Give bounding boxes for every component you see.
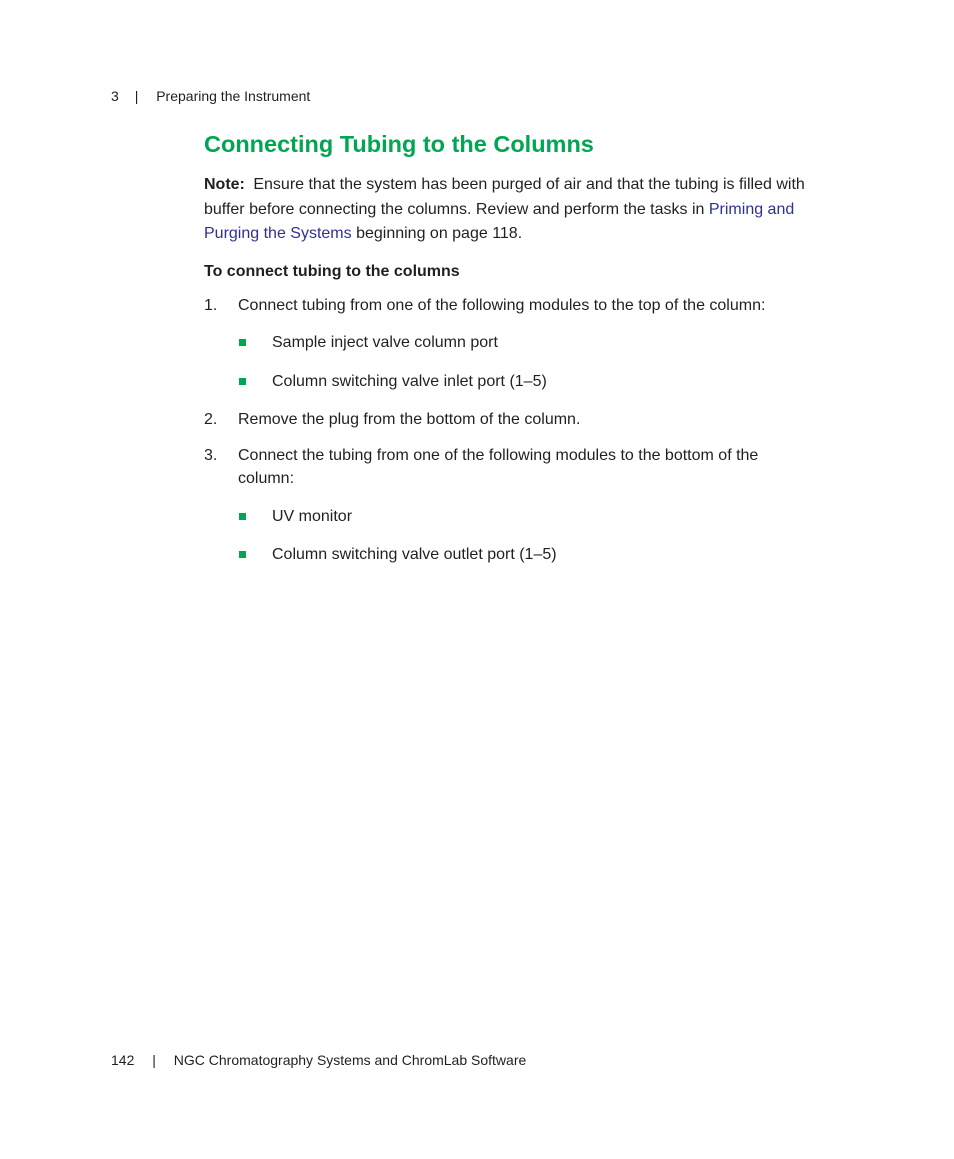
page-content (204, 128, 824, 582)
priming-purging-link[interactable]: Priming and Purging the Systems (204, 200, 795, 242)
page-number: 142 (111, 1052, 135, 1068)
step-number: 1. (204, 296, 218, 314)
step-number: 2. (204, 411, 218, 428)
procedure-heading: To connect tubing to the columns (204, 262, 460, 280)
bullet-item (238, 370, 824, 394)
header-separator: | (134, 88, 139, 104)
running-header (111, 88, 310, 105)
footer-separator: | (152, 1052, 156, 1068)
step-1 (204, 294, 824, 394)
step-text: Connect the tubing from one of the following modules to the bottom of the column: (238, 446, 759, 487)
bullet-item (238, 543, 824, 567)
note-text-after-link: beginning on page 118. (351, 225, 523, 242)
step-text: Connect tubing from one of the following modules to the top of the column: (238, 296, 766, 314)
square-bullet-icon (239, 551, 246, 558)
note-label: Note: (204, 176, 245, 193)
book-title: NGC Chromatography Systems and ChromLab Software (173, 1052, 527, 1068)
note-text-before-link: Ensure that the system has been purged of air and that the tubing is filled with buffer before connecting the columns. Review and perform the tasks in (204, 176, 805, 218)
step-3 (204, 444, 824, 567)
note-paragraph (204, 173, 809, 247)
bullet-text: Column switching valve inlet port (1–5) (272, 372, 547, 390)
bullet-text: Sample inject valve column port (272, 334, 498, 351)
step-2 (204, 408, 824, 432)
section-title: Connecting Tubing to the Columns (204, 131, 594, 157)
bullet-text: UV monitor (272, 507, 353, 525)
step-text: Remove the plug from the bottom of the column. (238, 411, 581, 428)
step-1-bullets (238, 331, 824, 393)
chapter-title: Preparing the Instrument (156, 88, 311, 104)
step-number: 3. (204, 446, 218, 464)
square-bullet-icon (239, 378, 246, 385)
running-footer (111, 1052, 526, 1069)
bullet-item (238, 505, 824, 529)
bullet-text: Column switching valve outlet port (1–5) (272, 546, 557, 563)
square-bullet-icon (239, 513, 246, 520)
procedure-steps (204, 294, 824, 567)
square-bullet-icon (239, 339, 246, 346)
chapter-number: 3 (111, 88, 119, 104)
bullet-item (238, 331, 824, 355)
step-3-bullets (238, 505, 824, 567)
